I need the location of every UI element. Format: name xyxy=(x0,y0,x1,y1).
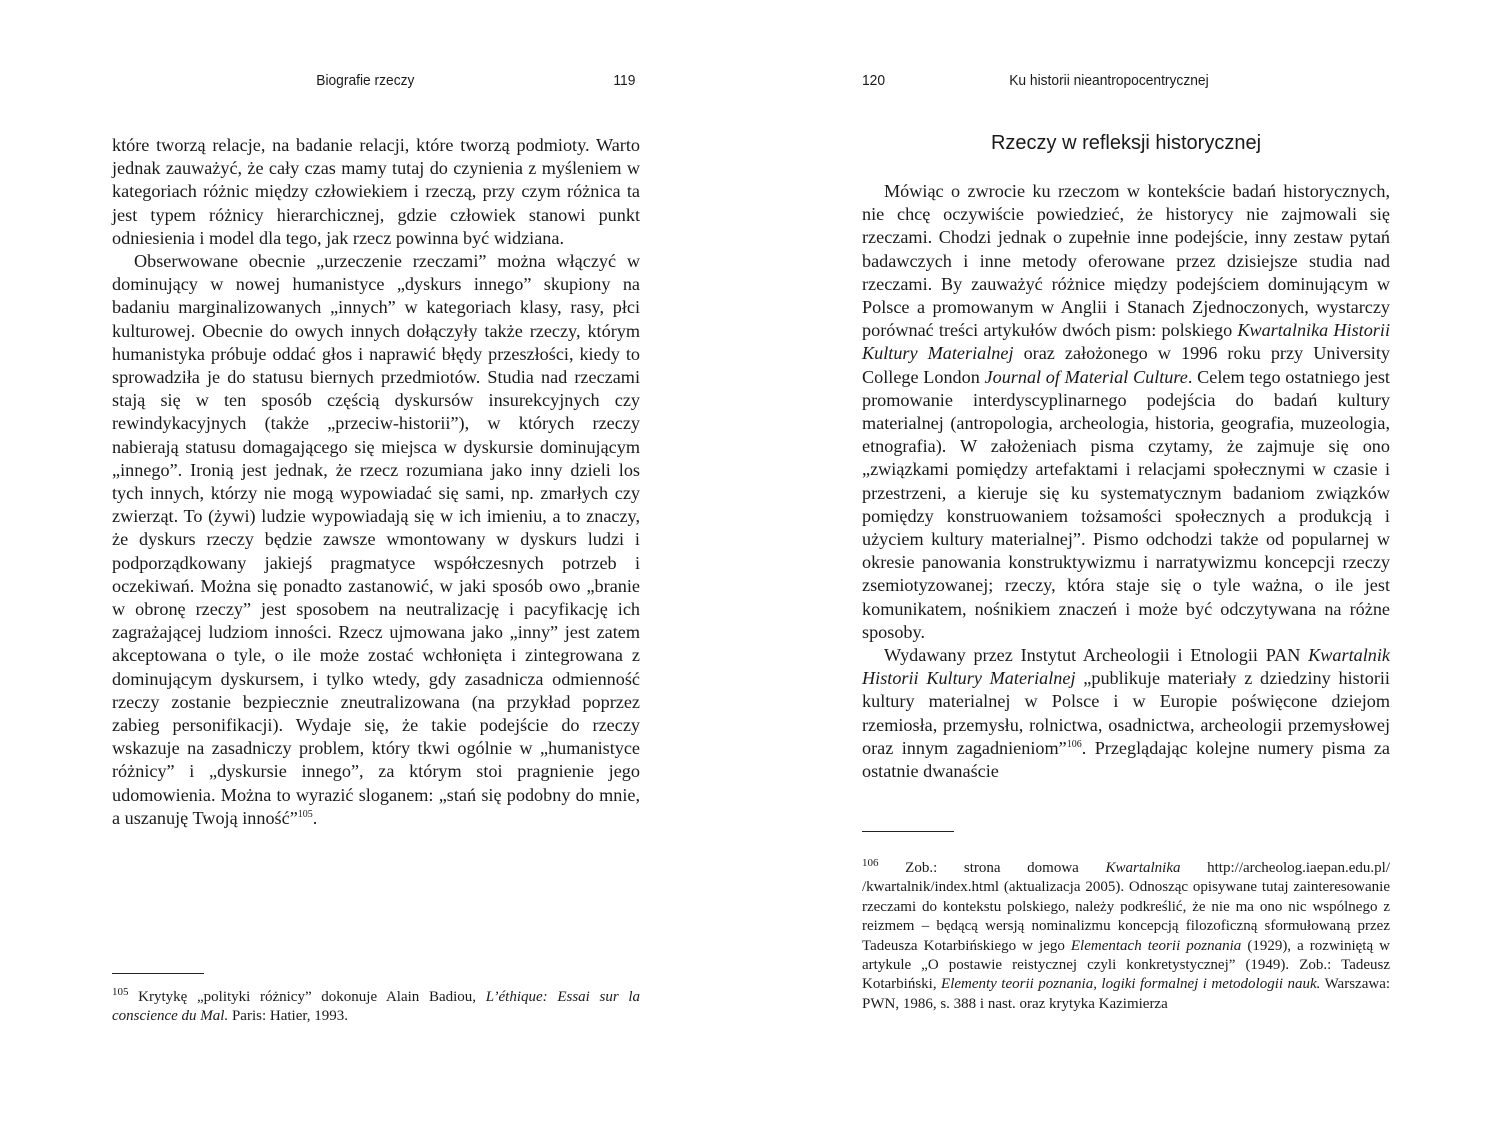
right-p2-text-a: Wydawany przez Instytut Archeologii i Etnologii PAN xyxy=(884,645,1309,666)
footnote-106-italic-1: Kwartalnika xyxy=(1105,860,1181,876)
right-p1-journal-material-culture: Journal of Material Culture xyxy=(984,366,1188,387)
right-running-head xyxy=(862,72,1348,94)
footnote-105-text-a: Krytykę „polityki różnicy” dokonuje Alain Badiou, xyxy=(138,989,486,1005)
left-running-title: Biografie rzeczy xyxy=(316,72,415,89)
footnote-105-text-b: Paris: Hatier, 1993. xyxy=(228,1008,349,1025)
left-page-number: 119 xyxy=(613,72,636,89)
right-page-number: 120 xyxy=(862,72,886,89)
right-running-title: Ku historii nieantropocentrycznej xyxy=(1009,72,1209,89)
right-page xyxy=(862,0,1390,1140)
footnote-106-text-4: Warszawa: PWN, 1986, s. 388 i nast. oraz krytyka Kazimierza xyxy=(862,976,1391,1012)
footnote-106-text-1: Zob.: strona domowa xyxy=(905,860,1106,876)
left-footnote xyxy=(112,988,640,1027)
footnote-ref-105[interactable]: 105 xyxy=(297,808,313,820)
footnote-mark-105: 105 xyxy=(112,986,129,998)
right-p1-journal-kwartalnik: Kwartalnika Historii Kultury Materialnej xyxy=(862,320,1390,364)
right-footnote-rule xyxy=(862,831,954,832)
footnote-105-title: L’éthique: Essai sur la conscience du Mal. xyxy=(112,989,640,1025)
right-paragraph-2 xyxy=(862,644,1390,783)
left-running-head xyxy=(112,72,636,94)
footnote-106-text-3: (1929), a rozwiniętą w artykule „O postawie reistycznej czyli konkretystycznej” (1949). Zob.: Tadeusz Kotarbiński, xyxy=(862,937,1390,993)
right-p2-journal-kwartalnik: Kwartalnik Historii Kultury Materialnej xyxy=(862,645,1390,689)
left-page xyxy=(112,0,640,1140)
left-paragraph-1: które tworzą relacje, na badanie relacji, które tworzą podmioty. Warto jednak zauważyć, że cały czas mamy tutaj do czynienia z myśleniem w kategoriach różnic między człowiekiem i rzeczą, przy czym różnica ta jest typem różnicy hierarchicznej, gdzie człowiek stanowi punkt odniesienia i model dla tego, jak rzecz powinna być widziana. xyxy=(112,135,640,248)
right-p1-text-b: oraz założonego w 1996 roku przy University College London xyxy=(862,343,1390,387)
right-p2-text-c: . Przeglądając kolejne numery pisma za ostatnie dwanaście xyxy=(862,737,1390,782)
right-p1-text-c: . Celem tego ostatniego jest promowanie interdyscyplinarnego podejścia do badań kultury materialnej (antropologia, archeologia, historia, geografia, muzeologia, etnografia). W założeniach pisma czytamy, że zajmuje się ono „związkami pomiędzy artefaktami i relacjami społecznymi w czasie i przestrzeni, a kieruje się ku systematycznym badaniom związków pomiędzy konstruowaniem tożsamości społecznych a produkcją i użyciem kultury materialnej”. Pismo odchodzi także od popularnej w okresie panowania konstruktywizmu i narratywizmu koncepcji rzeczy zsemiotyzowanej; rzeczy, która staje się o tyle ważna, o ile jest komunikatem, nośnikiem znaczeń i może być odczytywana na różne sposoby. xyxy=(862,366,1390,642)
section-title: Rzeczy w refleksji historycznej xyxy=(990,132,1262,154)
left-body-text xyxy=(112,134,640,830)
footnote-106-text-2: http://archeolog.iaepan.edu.pl/ /kwartalnik/index.html (aktualizacja 2005). Odnosząc opisywane tutaj zainteresowanie rzeczami do kontekstu polskiego, należy podkreślić, że nie ma ono nic wspólnego z reizmem – będącą wersją nominalizmu koncepcją filozoficzną sformułowaną przez Tadeusza Kotarbińskiego w jego xyxy=(862,860,1391,954)
footnote-mark-106: 106 xyxy=(862,857,879,869)
right-p2-text-b: „publikuje materiały z dziedziny historii kultury materialnej w Polsce i w Europie poświęcone dziejom rzemiosła, przemysłu, rolnictwa, osadnictwa, archeologii przemysłowej oraz innym zagadnieniom” xyxy=(862,668,1390,758)
footnote-ref-106[interactable]: 106 xyxy=(1066,738,1082,750)
right-footnote xyxy=(862,859,1390,1014)
footnote-106-italic-2: Elementach teorii poznania xyxy=(1070,937,1242,954)
left-paragraph-2-text: Obserwowane obecnie „urzeczenie rzeczami” można włączyć w dominujący w nowej humanistyce „dyskurs innego” skupiony na badaniu marginalizowanych „innych” w kategoriach klasy, rasy, płci kulturowej. Obecnie do owych innych dołączyły także rzeczy, którym humanistyka próbuje oddać głos i naprawić błędy przeszłości, kiedy to sprowadziła je do statusu biernych przedmiotów. Studia nad rzeczami stają się w ten sposób częścią dyskursów insurekcyjnych czy rewindykacyjnych (także „przeciw-historii”), w których rzeczy nabierają statusu domagającego się miejsca w dyskursie dominującym „innego”. Ironią jest jednak, że rzecz rozumiana jako inny dzieli los tych innych, którzy nie mogą wypowiadać się sami, np. zmarłych czy zwierząt. To (żywi) ludzie wypowiadają się w ich imieniu, a to znaczy, że dyskurs rzeczy będzie zawsze wmontowany w dyskurs ludzi i podporządkowany jakiejś pragmatyce współczesnych potrzeb i oczekiwań. Można się ponadto zastanowić, w jaki sposób owo „branie w obronę rzeczy” jest sposobem na neutralizację i pacyfikację ich zagrażającej ludziom inności. Rzecz ujmowana jako „inny” jest zatem akceptowana o tyle, o ile może zostać wchłonięta i zintegrowana z dominującym dyskursem, i tylko wtedy, gdy zasadnicza odmienność rzeczy zostanie bezpiecznie zneutralizowana (na przykład poprzez zabieg personifikacji). Wydaje się, że takie podejście do rzeczy wskazuje na zasadniczy problem, który tkwi ogólnie w „humanistyce różnicy” i „dyskursie innego”, za którym stoi pragnienie jego udomowienia. Można to wyrazić sloganem: „stań się podobny do mnie, a uszanuję Twoją inność” xyxy=(112,251,640,828)
left-paragraph-2: Obserwowane obecnie „urzeczenie rzeczami” można włączyć w dominujący w nowej humanistyce „dyskurs innego” skupiony na badaniu marginalizowanych „innych” w kategoriach klasy, rasy, płci kulturowej. Obecnie do owych innych dołączyły także rzeczy, którym humanistyka próbuje oddać głos i naprawić błędy przeszłości, kiedy to sprowadziła je do statusu biernych przedmiotów. Studia nad rzeczami stają się w ten sposób częścią dyskursów insurekcyjnych czy rewindykacyjnych (także „przeciw-historii”), w których rzeczy nabierają statusu domagającego się miejsca w dyskursie dominującym „innego”. Ironią jest jednak, że rzecz rozumiana jako inny dzieli los tych innych, którzy nie mogą wypowiadać się sami, np. zmarłych czy zwierząt. To (żywi) ludzie wypowiadają się w ich imieniu, a to znaczy, że dyskurs rzeczy będzie zawsze wmontowany w dyskurs ludzi i podporządkowany jakiejś pragmatyce współczesnych potrzeb i oczekiwań. Można się ponadto zastanowić, w jaki sposób owo „branie w obronę rzeczy” jest sposobem na neutralizację i pacyfikację ich zagrażającej ludziom inności. Rzecz ujmowana jako „inny” jest zatem akceptowana o tyle, o ile może zostać wchłonięta i zintegrowana z dominującym dyskursem, i tylko wtedy, gdy zasadnicza odmienność rzeczy zostanie bezpiecznie zneutralizowana (na przykład poprzez zabieg personifikacji). Wydaje się, że takie podejście do rzeczy wskazuje na zasadniczy problem, który tkwi ogólnie w „humanistyce różnicy” i „dyskursie innego”, za którym stoi pragnienie jego udomowienia. Można to wyrazić sloganem: „stań się podobny do mnie, a uszanuję Twoją inność”$^{105}$. xyxy=(112,251,640,828)
right-paragraph-1 xyxy=(862,180,1390,644)
right-body-text xyxy=(862,180,1390,783)
footnote-106-italic-3: Elementy teorii poznania, logiki formalnej i metodologii nauk. xyxy=(941,976,1321,993)
right-p1-text-a: Mówiąc o zwrocie ku rzeczom w kontekście badań historycznych, nie chcę oczywiście powiedzieć, że historycy nie zajmowali się rzeczami. Chodzi jednak o zupełnie inne podejście, inny zestaw pytań badawczych i inne metody oferowane przez dzisiejsze studia nad rzeczami. By zauważyć różnice między podejściem dominującym w Polsce a promowanym w Anglii i Stanach Zjednoczonych, wystarczy porównać treści artykułów dwóch pism: polskiego xyxy=(862,181,1390,341)
left-footnote-rule xyxy=(112,973,204,974)
